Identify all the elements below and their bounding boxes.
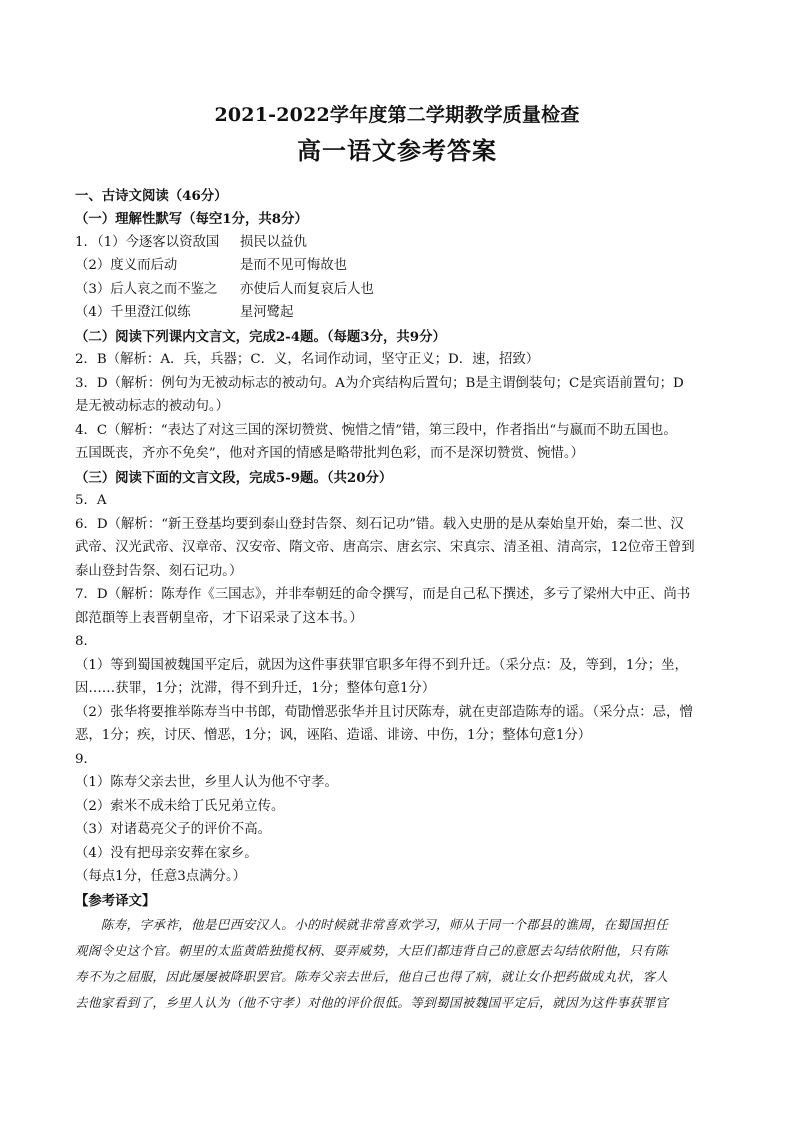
answer-line: 1．（1）今逐客以资敌国 [75,235,220,250]
answer-line: （4）没有把母亲安葬在家乡。 [75,846,258,861]
answer-line: 郎范頵等上表晋朝皇帝，才下诏采录了这本书。） [75,611,363,626]
answer-line: （3）对诸葛亮父子的评价不高。 [75,822,271,837]
answer-line-col2: 是而不见可悔故也 [240,258,348,273]
document-title: 2021-2022学年度第二学期教学质量检查 [214,104,580,126]
answer-line: （2）度义而后动 [75,258,178,273]
answer-line: （3）后人哀之而不鉴之 [75,282,218,297]
answer-line: 9． [75,752,97,767]
translation-heading: 【参考译文】 [75,893,156,909]
answer-line: 恶，1分；疾，讨厌、憎恶，1分；讽，诬陷、造谣、诽谤、中伤，1分；整体句意1分） [75,728,592,743]
translation-line: 陈寿，字承祚，他是巴西安汉人。小的时候就非常喜欢学习，师从于同一个郡县的谯周，在蜀国担任 [75,917,669,932]
answer-line: （1）等到蜀国被魏国平定后，就因为这件事获罪官职多年得不到升迁。（采分点：及，等到，1分；坐， [75,658,688,673]
answer-line-col2: 亦使后人而复哀后人也 [240,282,374,297]
answer-line: （4）千里澄江似练 [75,305,191,320]
answer-line: 五国既丧，齐亦不免矣”，他对齐国的情感是略带批判色彩，而不是深切赞赏、惋惜。） [75,446,584,461]
answer-line: （2）张华将要推举陈寿当中书郎，荀勖憎恶张华并且讨厌陈寿，就在吏部造陈寿的谣。（采分点：忌，憎 [75,705,693,720]
section-heading: 一、古诗文阅读（46分） [75,188,228,204]
answer-line: 4．C（解析：“表达了对这三国的深切赞赏、惋惜之情”错，第三段中，作者指出“与嬴而不助五国也。 [75,423,677,438]
subsection-heading: （三）阅读下面的文言文段，完成5-9题。（共20分） [75,470,393,486]
answer-line-col2: 星河鹭起 [240,305,294,320]
answer-line: 5．A [75,493,107,508]
answer-line: 7．D（解析：陈寿作《三国志》，并非奉朝廷的命令撰写，而是自己私下撰述，多亏了梁州大中正、尚书 [75,587,691,602]
subsection-heading: （一）理解性默写（每空1分，共8分） [75,211,308,227]
answer-line: 武帝、汉光武帝、汉章帝、汉安帝、隋文帝、唐高宗、唐玄宗、宋真宗、清圣祖、清高宗，12位帝王曾到 [75,540,695,555]
answer-line: 6．D（解析：“新王登基均要到泰山登封告祭、刻石记功”错。载入史册的是从秦始皇开始，秦二世、汉 [75,517,684,532]
subsection-heading: （二）阅读下列课内文言文，完成2-4题。（每题3分，共9分） [75,329,446,345]
answer-line: 8． [75,634,97,649]
answer-line: （2）索米不成未给丁氏兄弟立传。 [75,799,285,814]
answer-line: 3．D（解析：例句为无被动标志的被动句。A为介宾结构后置句；B是主谓倒装句；C是宾语前置句；D [75,376,684,391]
answer-line: 泰山登封告祭、刻石记功。） [75,564,243,579]
answer-line: 2．B（解析：A．兵，兵器；C．义，名词作动词，坚守正义；D．速，招致） [75,352,540,367]
translation-line: 观阁令史这个官。朝里的太监黄皓独揽权柄、耍弄威势，大臣们都违背自己的意愿去勾结依附他，只有陈 [75,943,669,958]
answer-line: （每点1分，任意3点满分。） [75,869,247,884]
answer-line: 是无被动标志的被动句。） [75,399,229,414]
document-subtitle: 高一语文参考答案 [297,136,497,165]
answer-line-col2: 损民以益仇 [240,235,307,250]
translation-line: 寿不为之屈服，因此屡屡被降职罢官。陈寿父亲去世后，他自己也得了病，就让女仆把药做成丸状，客人 [75,969,669,984]
answer-line: （1）陈寿父亲去世，乡里人认为他不守孝。 [75,775,338,790]
translation-line: 去他家看到了，乡里人认为（他不守孝）对他的评价很低。等到蜀国被魏国平定后，就因为这件事获罪官 [75,995,669,1010]
answer-line: 因……获罪，1分；沈滞，得不到升迁，1分；整体句意1分） [75,681,436,696]
